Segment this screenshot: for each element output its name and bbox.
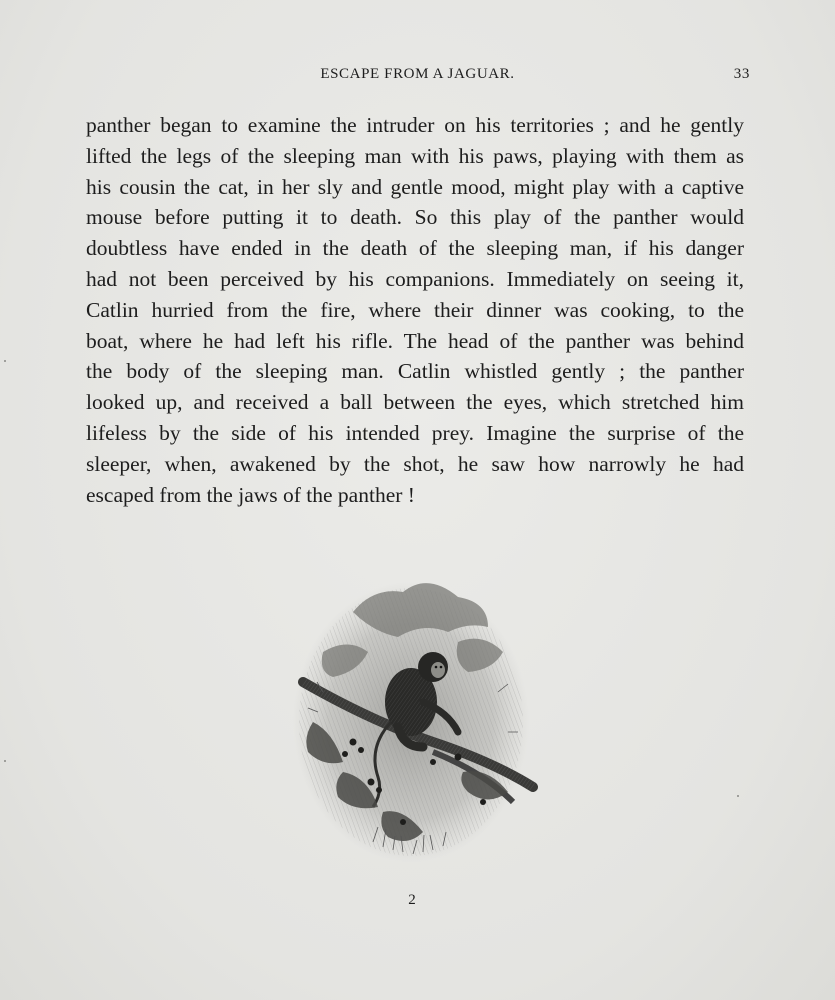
paper-speck <box>737 795 739 797</box>
text-line: looked up, and received a ball between the eyes, which stretched him <box>86 390 744 415</box>
text-line: his cousin the cat, in her sly and gentle mood, might play with a captive <box>86 174 744 199</box>
body-paragraph <box>86 110 744 510</box>
text-line: had not been perceived by his companions. Immediately on seeing it, <box>86 266 744 291</box>
page-number: 33 <box>733 66 750 82</box>
text-line: escaped from the jaws of the panther ! <box>86 482 415 507</box>
text-line: the body of the sleeping man. Catlin whistled gently ; the panther <box>86 359 744 384</box>
text-line: Catlin hurried from the fire, where their dinner was cooking, to the <box>86 297 744 322</box>
text-line: sleeper, when, awakened by the shot, he saw how narrowly he had <box>86 451 744 476</box>
text-line: lifted the legs of the sleeping man with his paws, playing with them as <box>86 143 744 168</box>
text-line: mouse before putting it to death. So this play of the panther would <box>86 205 744 230</box>
paper-speck <box>4 360 6 362</box>
running-head <box>0 66 835 88</box>
signature-mark: 2 <box>408 892 416 908</box>
text-line: doubtless have ended in the death of the sleeping man, if his danger <box>86 236 744 261</box>
text-line: panther began to examine the intruder on his territories ; and he gently <box>86 113 744 137</box>
running-title: ESCAPE FROM A JAGUAR. <box>320 66 515 82</box>
text-line: boat, where he had left his rifle. The head of the panther was behind <box>86 328 744 353</box>
monkey-vignette-icon <box>283 572 543 872</box>
text-line: lifeless by the side of his intended prey. Imagine the surprise of the <box>86 420 744 445</box>
paper-speck <box>4 760 6 762</box>
